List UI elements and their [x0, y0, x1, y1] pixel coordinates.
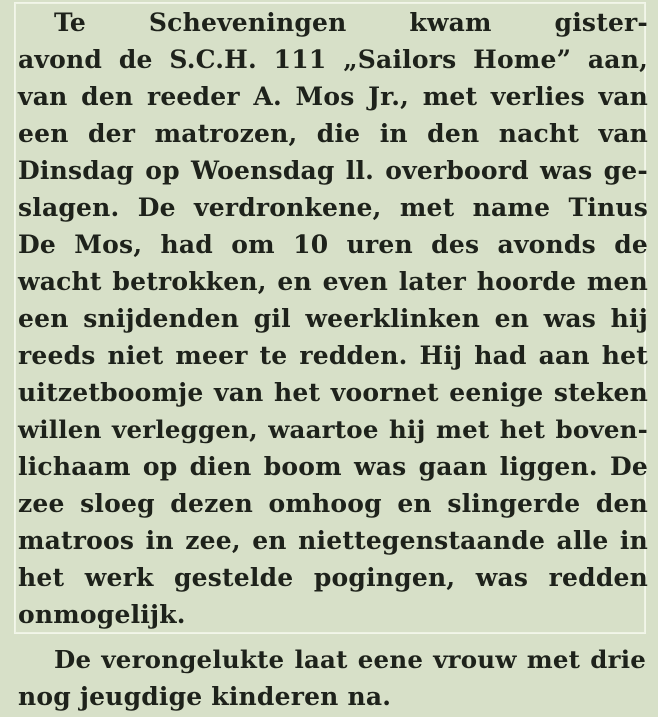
article-line: lichaam op dien boom was gaan liggen. De	[18, 452, 648, 481]
article-line: een der matrozen, die in den nacht van	[18, 119, 648, 148]
article-line: willen verleggen, waartoe hij met het boven-	[18, 415, 648, 444]
article-line: Te Scheveningen kwam gister-	[54, 8, 648, 37]
article-line: het werk gestelde pogingen, was redden	[18, 563, 648, 592]
article-line: avond de S.C.H. 111 „Sailors Home” aan,	[18, 45, 648, 74]
article-line: onmogelijk.	[18, 600, 186, 629]
article-paragraph-2	[18, 641, 646, 715]
article-line: matroos in zee, en niettegenstaande alle in	[18, 526, 648, 555]
article-line: reeds niet meer te redden. Hij had aan het	[18, 341, 648, 370]
article-line: zee sloeg dezen omhoog en slingerde den	[18, 489, 648, 518]
article-line: slagen. De verdronkene, met name Tinus	[18, 193, 648, 222]
article-line: nog jeugdige kinderen na.	[18, 682, 392, 711]
article-line: Dinsdag op Woensdag ll. overboord was ge-	[18, 156, 648, 185]
article-line: van den reeder A. Mos Jr., met verlies van	[18, 82, 648, 111]
article-line: wacht betrokken, en even later hoorde men	[18, 267, 648, 296]
article-line: De verongelukte laat eene vrouw met drie	[54, 645, 646, 674]
article-line: uitzetboomje van het voornet eenige steken	[18, 378, 648, 407]
article-line: een snijdenden gil weerklinken en was hij	[18, 304, 648, 333]
article-paragraph-1	[18, 4, 648, 633]
article-line: De Mos, had om 10 uren des avonds de	[18, 230, 648, 259]
